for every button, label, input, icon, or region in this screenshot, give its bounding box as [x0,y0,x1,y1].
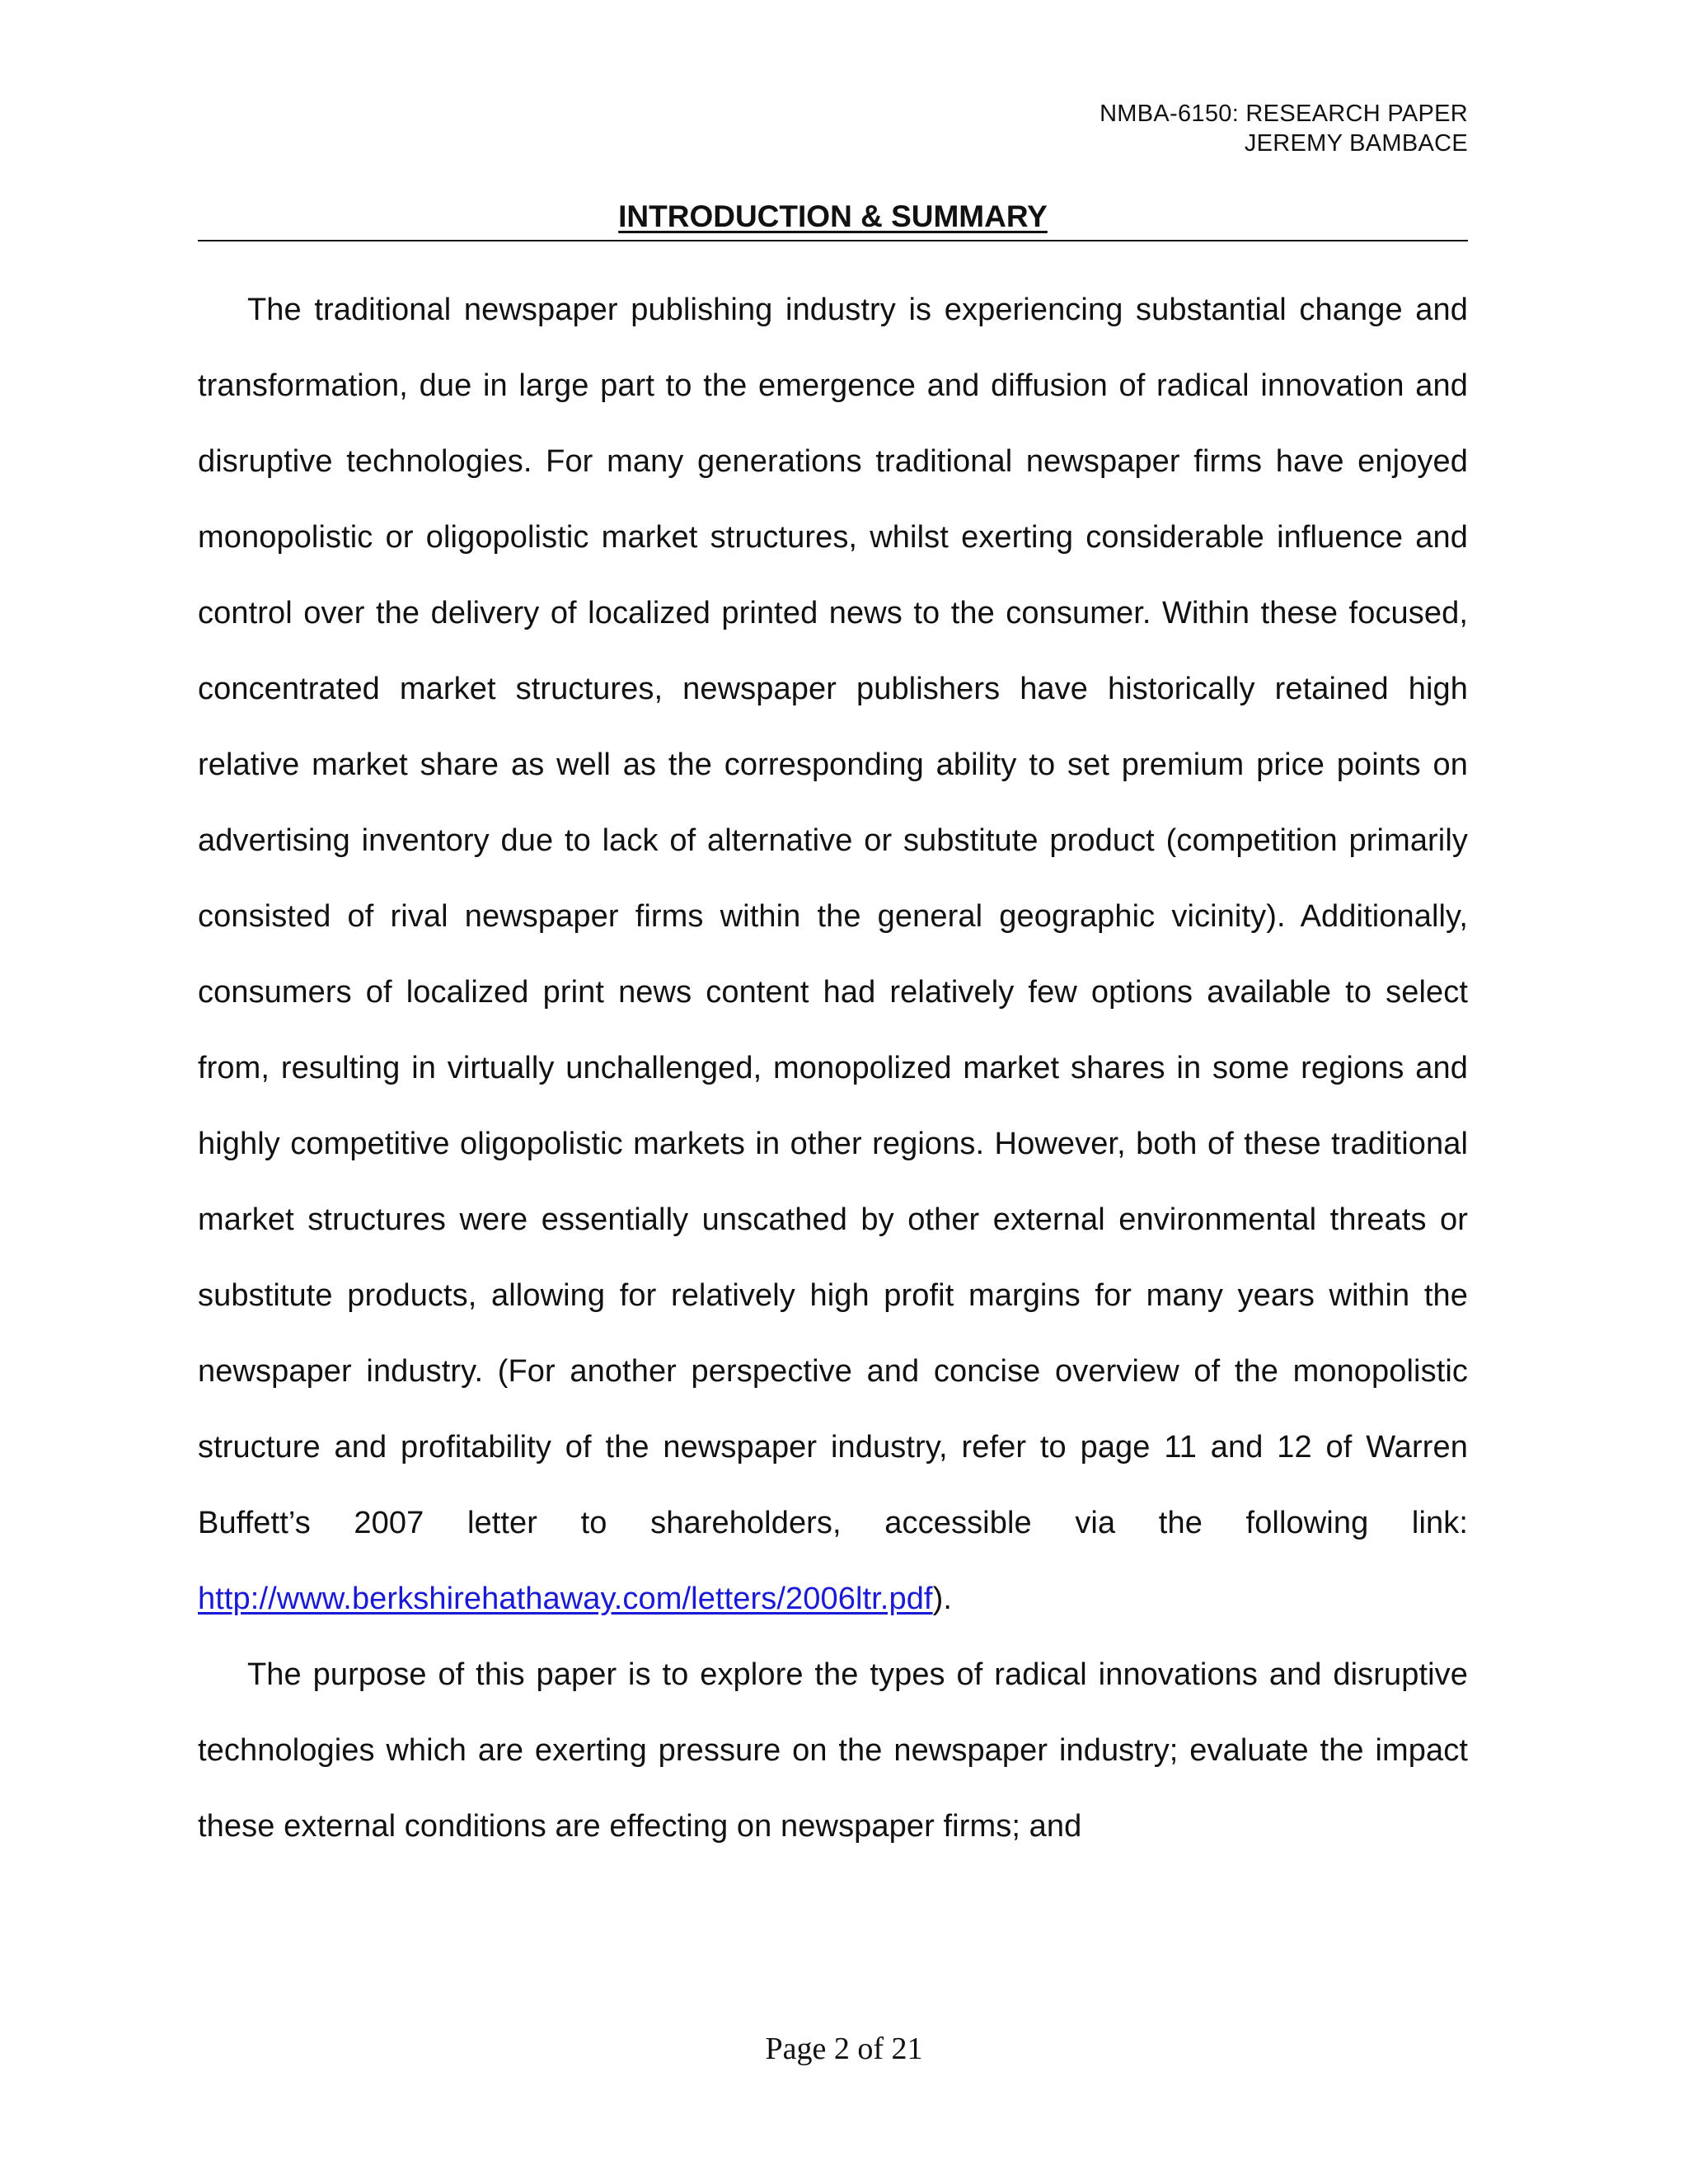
body-text [198,272,1468,1864]
section-title: INTRODUCTION & SUMMARY [618,199,1048,233]
paragraph-1-text: The traditional newspaper publishing industry is experiencing substantial change and transformation, due in large part to the emergence and diffusion of radical innovation and disruptive technologies. For many generations traditional newspaper firms have enjoyed monopolistic or oligopolistic market structures, whilst exerting considerable influence and control over the delivery of localized printed news to the consumer. Within these focused, concentrated market structures, newspaper publishers have historically retained high relative market share as well as the corresponding ability to set premium price points on advertising inventory due to lack of alternative or substitute product (competition primarily consisted of rival newspaper firms within the general geographic vicinity). Additionally, consumers of localized print news content had relatively few options available to select from, resulting in virtually unchallenged, monopolized market shares in some regions and highly competitive oligopolistic markets in other regions. However, both of these traditional market structures were essentially unscathed by other external environmental threats or substitute products, allowing for relatively high profit margins for many years within the newspaper industry. (For another perspective and concise overview of the monopolistic structure and profitability of the newspaper industry, refer to page 11 and 12 of Warren Buffett’s 2007 letter to shareholders, accessible via the following link: [198,293,1468,1540]
berkshire-letter-link[interactable]: http://www.berkshirehathaway.com/letters/2006ltr.pdf [198,1582,933,1616]
running-header [1100,99,1468,158]
header-course: NMBA-6150: RESEARCH PAPER [1100,101,1468,127]
paragraph-1-end: ). [932,1582,953,1616]
page-number: Page 2 of 21 [765,2032,923,2066]
header-author: JEREMY BAMBACE [1244,130,1468,157]
paragraph-1 [198,272,1468,1637]
title-divider [198,240,1468,241]
paragraph-2: The purpose of this paper is to explore the types of radical innovations and disruptive technologies which are exerting pressure on the newspaper industry; evaluate the impact these external conditions are effecting on newspaper firms; and [198,1657,1468,1844]
